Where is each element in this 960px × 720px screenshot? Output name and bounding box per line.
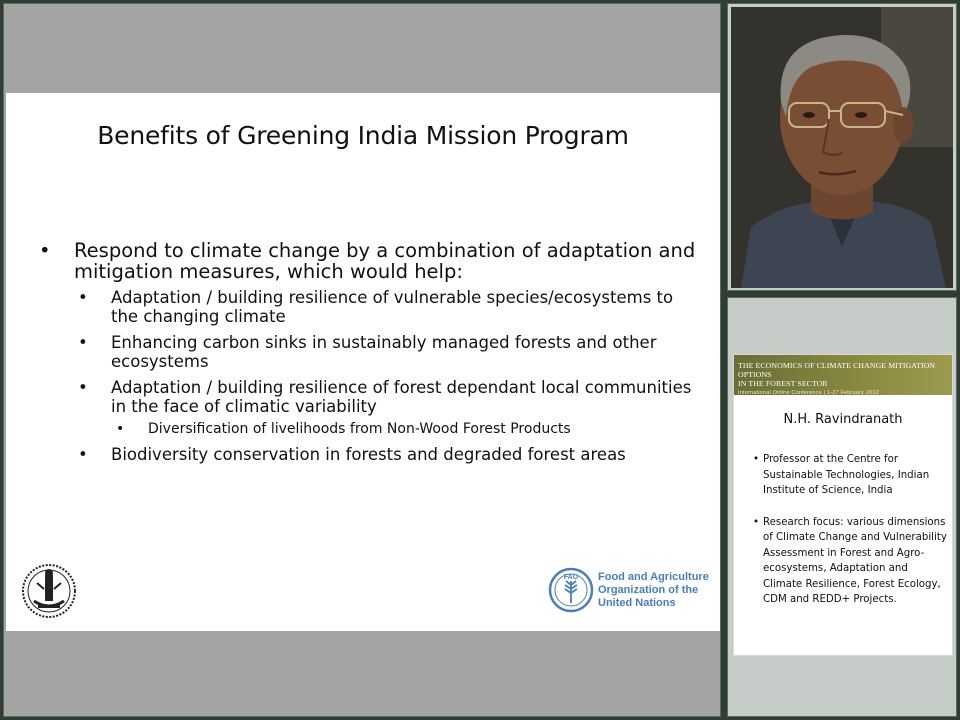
speaker-name: N.H. Ravindranath	[783, 412, 903, 427]
fao-logo-text: FAO	[563, 574, 579, 581]
fao-text-line-2: Organization of the	[598, 584, 699, 596]
bullet-main: • Respond to climate change by a combination of adaptation and mitigation measures, which would help:	[36, 240, 696, 282]
bullet-sub-3: • Adaptation / building resilience of forest dependant local communities in the face of climatic variability	[36, 378, 696, 416]
slide-viewer	[3, 3, 721, 717]
speaker-bio-item-1: • Professor at the Centre for Sustainable Technologies, Indian Institute of Science, India	[748, 452, 948, 499]
fao-wordmark	[598, 571, 718, 610]
conference-banner	[734, 355, 952, 395]
banner-title-line-2: IN THE FOREST SECTOR	[738, 379, 828, 388]
fao-emblem-logo	[548, 567, 594, 613]
bullet-list	[36, 240, 696, 471]
speaker-webcam-video[interactable]	[731, 7, 953, 288]
video-panel	[727, 3, 957, 291]
bullet-sub-2: • Enhancing carbon sinks in sustainably managed forests and other ecosystems	[36, 333, 696, 371]
speaker-bio-list	[748, 452, 948, 624]
banner-title-line-1: THE ECONOMICS OF CLIMATE CHANGE MITIGATION OPTIONS	[738, 361, 936, 379]
fao-text-line-3: United Nations	[598, 597, 676, 609]
slide-content	[6, 93, 720, 631]
banner-subtitle: International Online Conference | 1-27 February 2012	[738, 390, 879, 396]
fao-text-line-1: Food and Agriculture	[598, 571, 709, 583]
speaker-portrait	[731, 7, 953, 288]
bullet-sub-1: • Adaptation / building resilience of vulnerable species/ecosystems to the changing climate	[36, 288, 696, 326]
slide-title: Benefits of Greening India Mission Program	[97, 121, 629, 150]
speaker-info-panel	[727, 297, 957, 717]
iisc-emblem-logo	[20, 561, 78, 621]
speaker-info-card	[733, 354, 953, 656]
speaker-bio-item-2: • Research focus: various dimensions of Climate Change and Vulnerability Assessment in Forest and Agro-ecosystems, Adaptation and Climate Resilience, Forest Ecology, CDM and REDD+ Projects.	[748, 515, 948, 608]
bullet-sub-3-child: • Diversification of livelihoods from Non-Wood Forest Products	[36, 421, 696, 438]
bullet-sub-4: • Biodiversity conservation in forests and degraded forest areas	[36, 445, 696, 464]
